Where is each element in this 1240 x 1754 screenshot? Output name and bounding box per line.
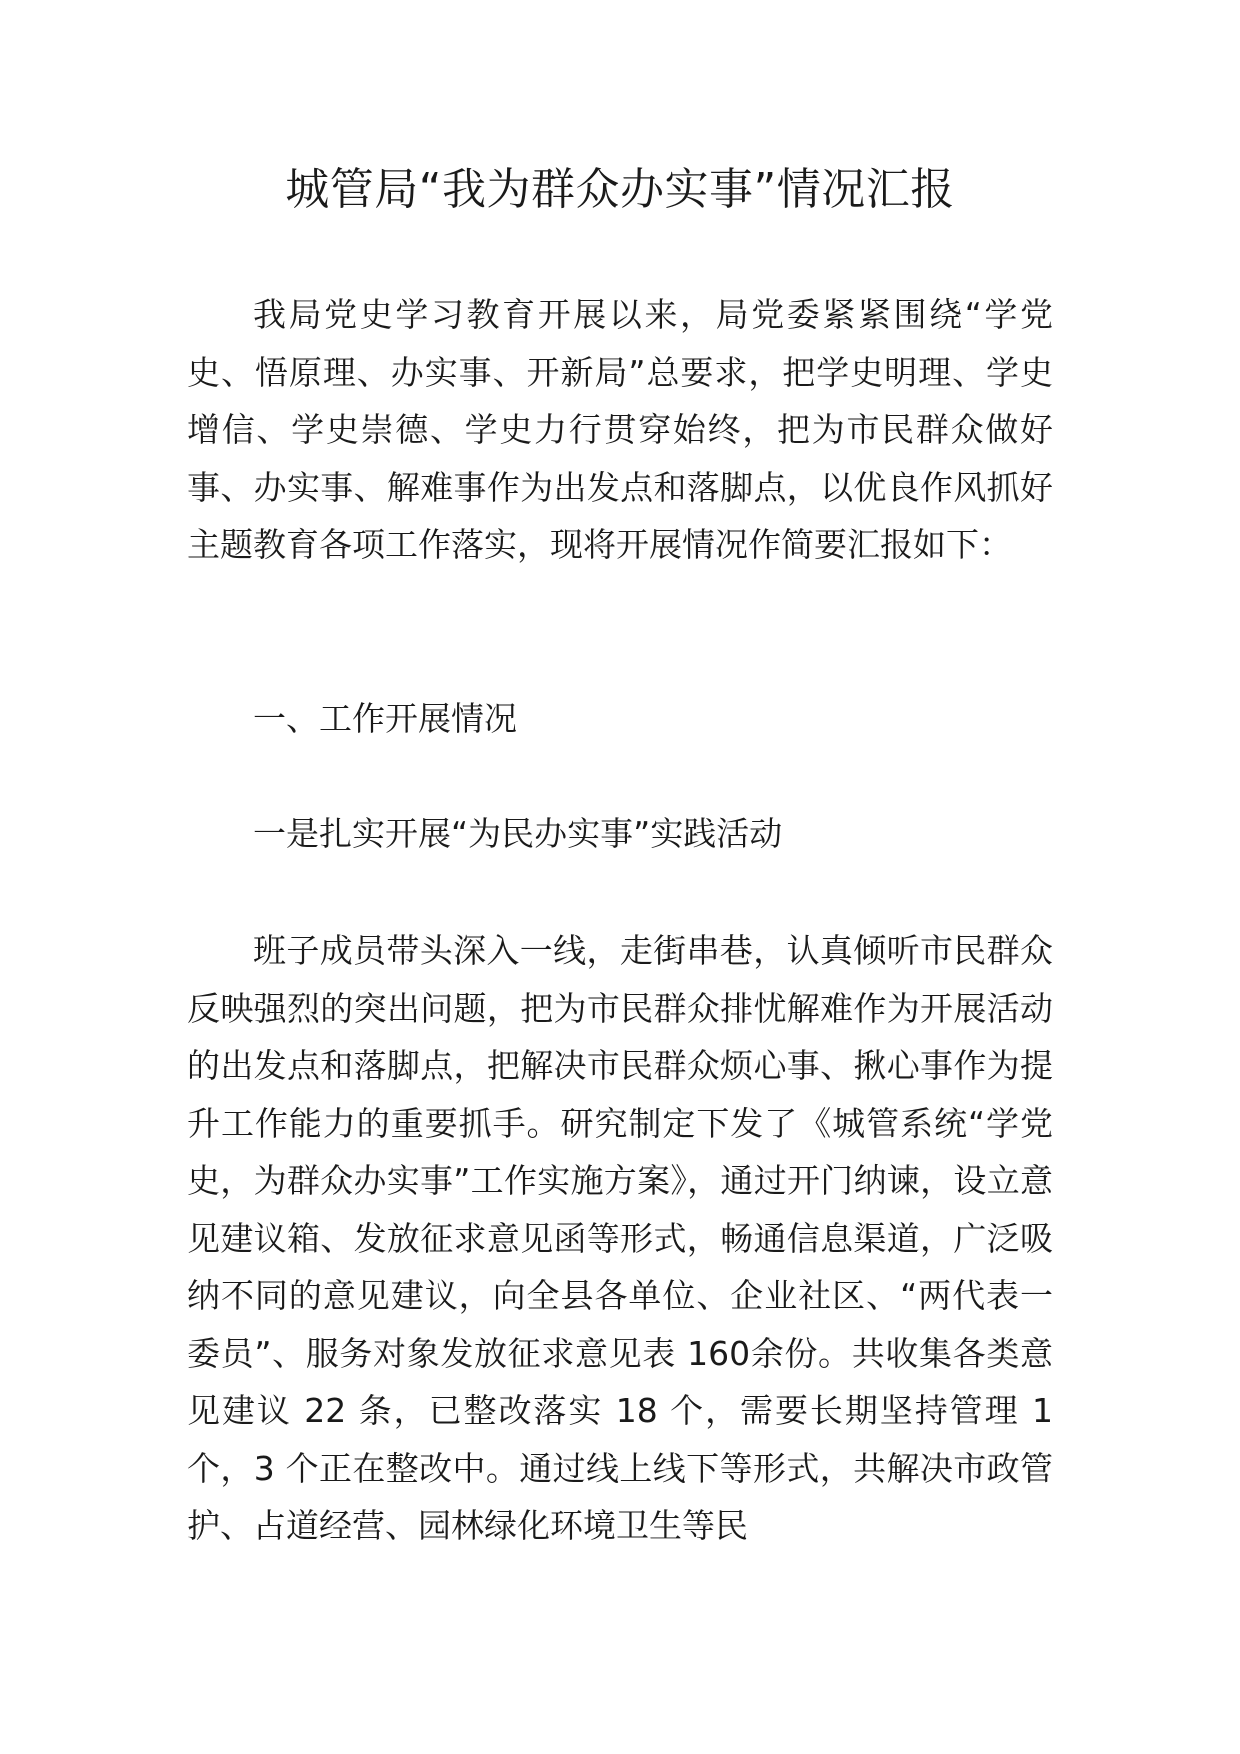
subsection-heading: 一是扎实开展“为民办实事”实践活动 — [253, 814, 783, 853]
body-paragraph: 班子成员带头深入一线，走街串巷，认真倾听市民群众反映强烈的突出问题，把为市民群众排忧解难作为开展活动的出发点和落脚点，把解决市民群众烦心事、揪心事作为提升工作能力的重要抓手。研究制定下发了《城管系统“学党史，为群众办实事”工作实施方案》，通过开门纳谏，设立意见建议箱、发放征求意见函等形式，畅通信息渠道，广泛吸纳不同的意见建议，向全县各单位、企业社区、“两代表一委员”、服务对象发放征求意见表 160余份。共收集各类意见建议 22 条，已整改落实 18 个，需要长期坚持管理 1 个，3 个正在整改中。通过线上线下等形式，共解决市政管护、占道经营、园林绿化环境卫生等民 — [187, 931, 1053, 1545]
intro-paragraph: 我局党史学习教育开展以来，局党委紧紧围绕“学党史、悟原理、办实事、开新局”总要求，把学史明理、学史增信、学史崇德、学史力行贯穿始终，把为市民群众做好事、办实事、解难事作为出发点和落脚点，以优良作风抓好主题教育各项工作落实，现将开展情况作简要汇报如下： — [187, 295, 1053, 564]
section-heading: 一、工作开展情况 — [253, 699, 517, 738]
document-title: 城管局“我为群众办实事”情况汇报 — [285, 164, 955, 215]
